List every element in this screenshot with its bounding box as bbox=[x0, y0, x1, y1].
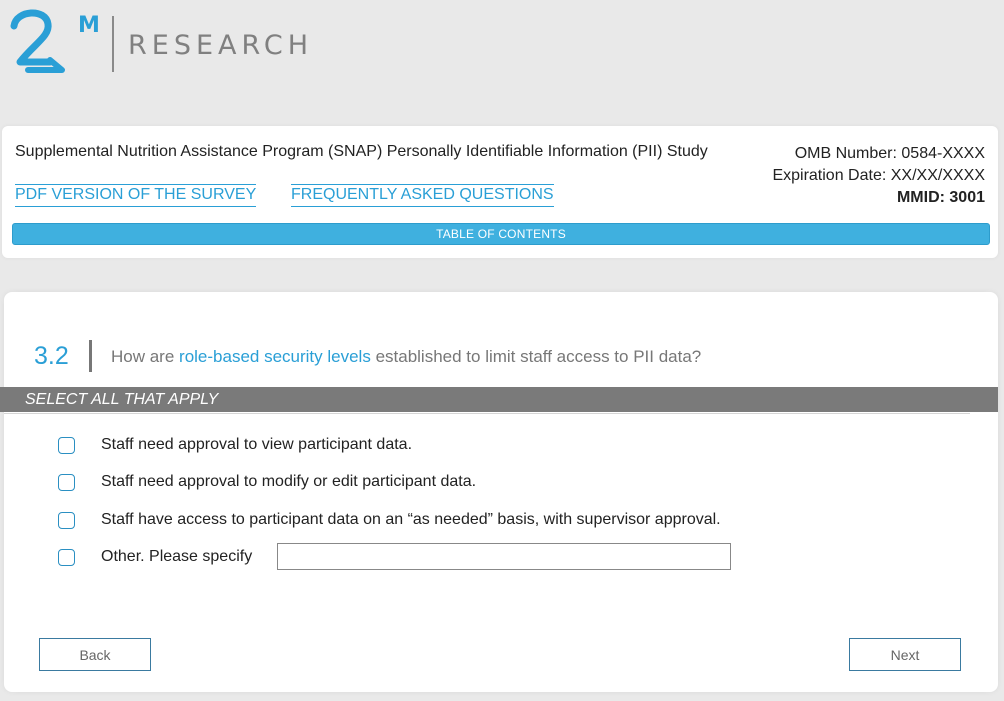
question-text-after: established to limit staff access to PII data? bbox=[370, 347, 702, 366]
mmid: MMID: 3001 bbox=[896, 189, 985, 206]
option-label[interactable]: Staff need approval to view participant data. bbox=[101, 436, 413, 453]
question-text bbox=[111, 347, 701, 367]
option-checkbox[interactable] bbox=[58, 512, 75, 529]
logo-divider bbox=[112, 16, 114, 72]
study-title: Supplemental Nutrition Assistance Program (SNAP) Personally Identifiable Information (PII) Study bbox=[15, 143, 708, 160]
option-label[interactable]: Staff have access to participant data on an “as needed” basis, with supervisor approval. bbox=[101, 511, 721, 528]
pdf-version-link[interactable]: PDF VERSION OF THE SURVEY bbox=[15, 184, 256, 207]
question-text-highlight[interactable]: role-based security levels bbox=[179, 347, 371, 366]
option-item[interactable] bbox=[58, 545, 252, 569]
brand-name: RESEARCH bbox=[128, 30, 314, 61]
next-button[interactable]: Next bbox=[849, 638, 961, 671]
instruction-bar: SELECT ALL THAT APPLY bbox=[0, 387, 998, 412]
table-of-contents-button[interactable]: TABLE OF CONTENTS bbox=[12, 223, 990, 245]
svg-text:M: M bbox=[78, 13, 100, 38]
back-button[interactable]: Back bbox=[39, 638, 151, 671]
2m-logo-icon bbox=[10, 4, 110, 80]
omb-info bbox=[772, 143, 985, 209]
question-number: 3.2 bbox=[34, 342, 69, 370]
option-label[interactable]: Staff need approval to modify or edit participant data. bbox=[101, 473, 477, 490]
option-item[interactable] bbox=[58, 433, 412, 457]
omb-number: OMB Number: 0584-XXXX bbox=[794, 145, 985, 162]
option-item[interactable] bbox=[58, 470, 476, 494]
option-label[interactable]: Other. Please specify bbox=[101, 548, 253, 565]
brand-logo bbox=[10, 4, 314, 80]
option-checkbox[interactable] bbox=[58, 474, 75, 491]
survey-header bbox=[2, 126, 998, 258]
instruction-underline bbox=[4, 413, 970, 414]
option-checkbox[interactable] bbox=[58, 437, 75, 454]
option-item[interactable] bbox=[58, 508, 721, 532]
expiration-date: Expiration Date: XX/XX/XXXX bbox=[772, 167, 985, 184]
question-card bbox=[4, 292, 998, 692]
question-text-before: How are bbox=[111, 347, 180, 366]
option-checkbox[interactable] bbox=[58, 549, 75, 566]
question-divider bbox=[89, 340, 92, 372]
other-specify-input[interactable] bbox=[277, 543, 731, 570]
faq-link[interactable]: FREQUENTLY ASKED QUESTIONS bbox=[291, 184, 554, 207]
